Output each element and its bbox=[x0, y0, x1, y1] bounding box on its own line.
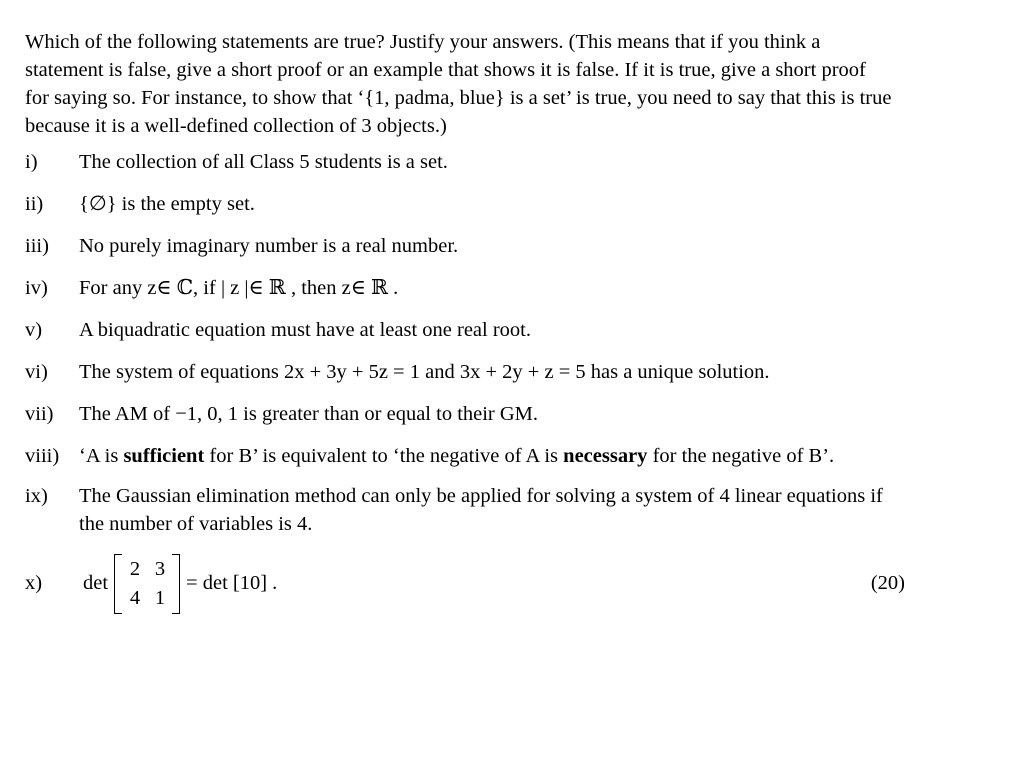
matrix-cell: 4 bbox=[129, 587, 141, 609]
determinant-rhs: = det [10] . bbox=[186, 572, 278, 594]
statement-text-part: ‘A is bbox=[79, 445, 124, 467]
statement-number: ii) bbox=[25, 193, 44, 215]
statement-number: iii) bbox=[25, 235, 49, 257]
bold-term-sufficient: sufficient bbox=[123, 445, 205, 467]
statement-text-part: for the negative of B’. bbox=[647, 445, 835, 467]
bold-term-necessary: necessary bbox=[563, 445, 648, 467]
matrix-cell: 3 bbox=[154, 558, 166, 580]
statement-number: viii) bbox=[25, 445, 60, 467]
determinant-expression bbox=[83, 550, 277, 616]
matrix-cell: 2 bbox=[129, 558, 141, 580]
statement-number: v) bbox=[25, 319, 43, 341]
statement-text: A biquadratic equation must have at least one real root. bbox=[79, 319, 531, 341]
statement-text: The system of equations 2x + 3y + 5z = 1 and 3x + 2y + z = 5 has a unique solution. bbox=[79, 361, 770, 383]
statement-ii bbox=[25, 190, 905, 218]
statement-number: i) bbox=[25, 151, 38, 173]
det-label: det bbox=[83, 572, 109, 594]
statement-text: {∅} is the empty set. bbox=[79, 193, 255, 215]
statement-vi bbox=[25, 358, 905, 386]
statement-number: vi) bbox=[25, 361, 48, 383]
statement-text: No purely imaginary number is a real number. bbox=[79, 235, 459, 257]
left-bracket bbox=[114, 554, 122, 614]
statement-ix bbox=[25, 482, 905, 538]
statement-text: The Gaussian elimination method can only be applied for solving a system of 4 linear equations if the number of variables is 4. bbox=[79, 485, 883, 535]
statement-text-part: for B’ is equivalent to ‘the negative of A is bbox=[204, 445, 564, 467]
statement-text: The AM of −1, 0, 1 is greater than or equal to their GM. bbox=[79, 403, 539, 425]
question-intro: Which of the following statements are true? Justify your answers. (This means that if you think a statement is false, give a short proof or an example that shows it is false. If it is true, give a short proof for saying so. For instance, to show that ‘{1, padma, blue} is a set’ is true, you need to say that this is true because it is a well-defined collection of 3 objects.) bbox=[25, 31, 892, 137]
question-document bbox=[25, 28, 905, 616]
statement-number: iv) bbox=[25, 277, 48, 299]
right-bracket bbox=[172, 554, 180, 614]
matrix-cell: 1 bbox=[154, 587, 166, 609]
statement-i bbox=[25, 148, 905, 176]
matrix-2x2 bbox=[114, 552, 180, 614]
statement-v bbox=[25, 316, 905, 344]
statement-iii bbox=[25, 232, 905, 260]
statement-text: The collection of all Class 5 students is a set. bbox=[79, 151, 448, 173]
statement-viii bbox=[25, 442, 905, 470]
statement-number: ix) bbox=[25, 485, 48, 507]
statement-text: For any z∈ ℂ, if | z |∈ ℝ , then z∈ ℝ . bbox=[79, 277, 399, 299]
statement-iv bbox=[25, 274, 905, 302]
statement-number: vii) bbox=[25, 403, 54, 425]
statement-text bbox=[79, 442, 905, 470]
statement-x bbox=[25, 550, 905, 616]
statement-vii bbox=[25, 400, 905, 428]
statement-number: x) bbox=[25, 572, 43, 594]
marks-label: (20) bbox=[870, 572, 905, 594]
